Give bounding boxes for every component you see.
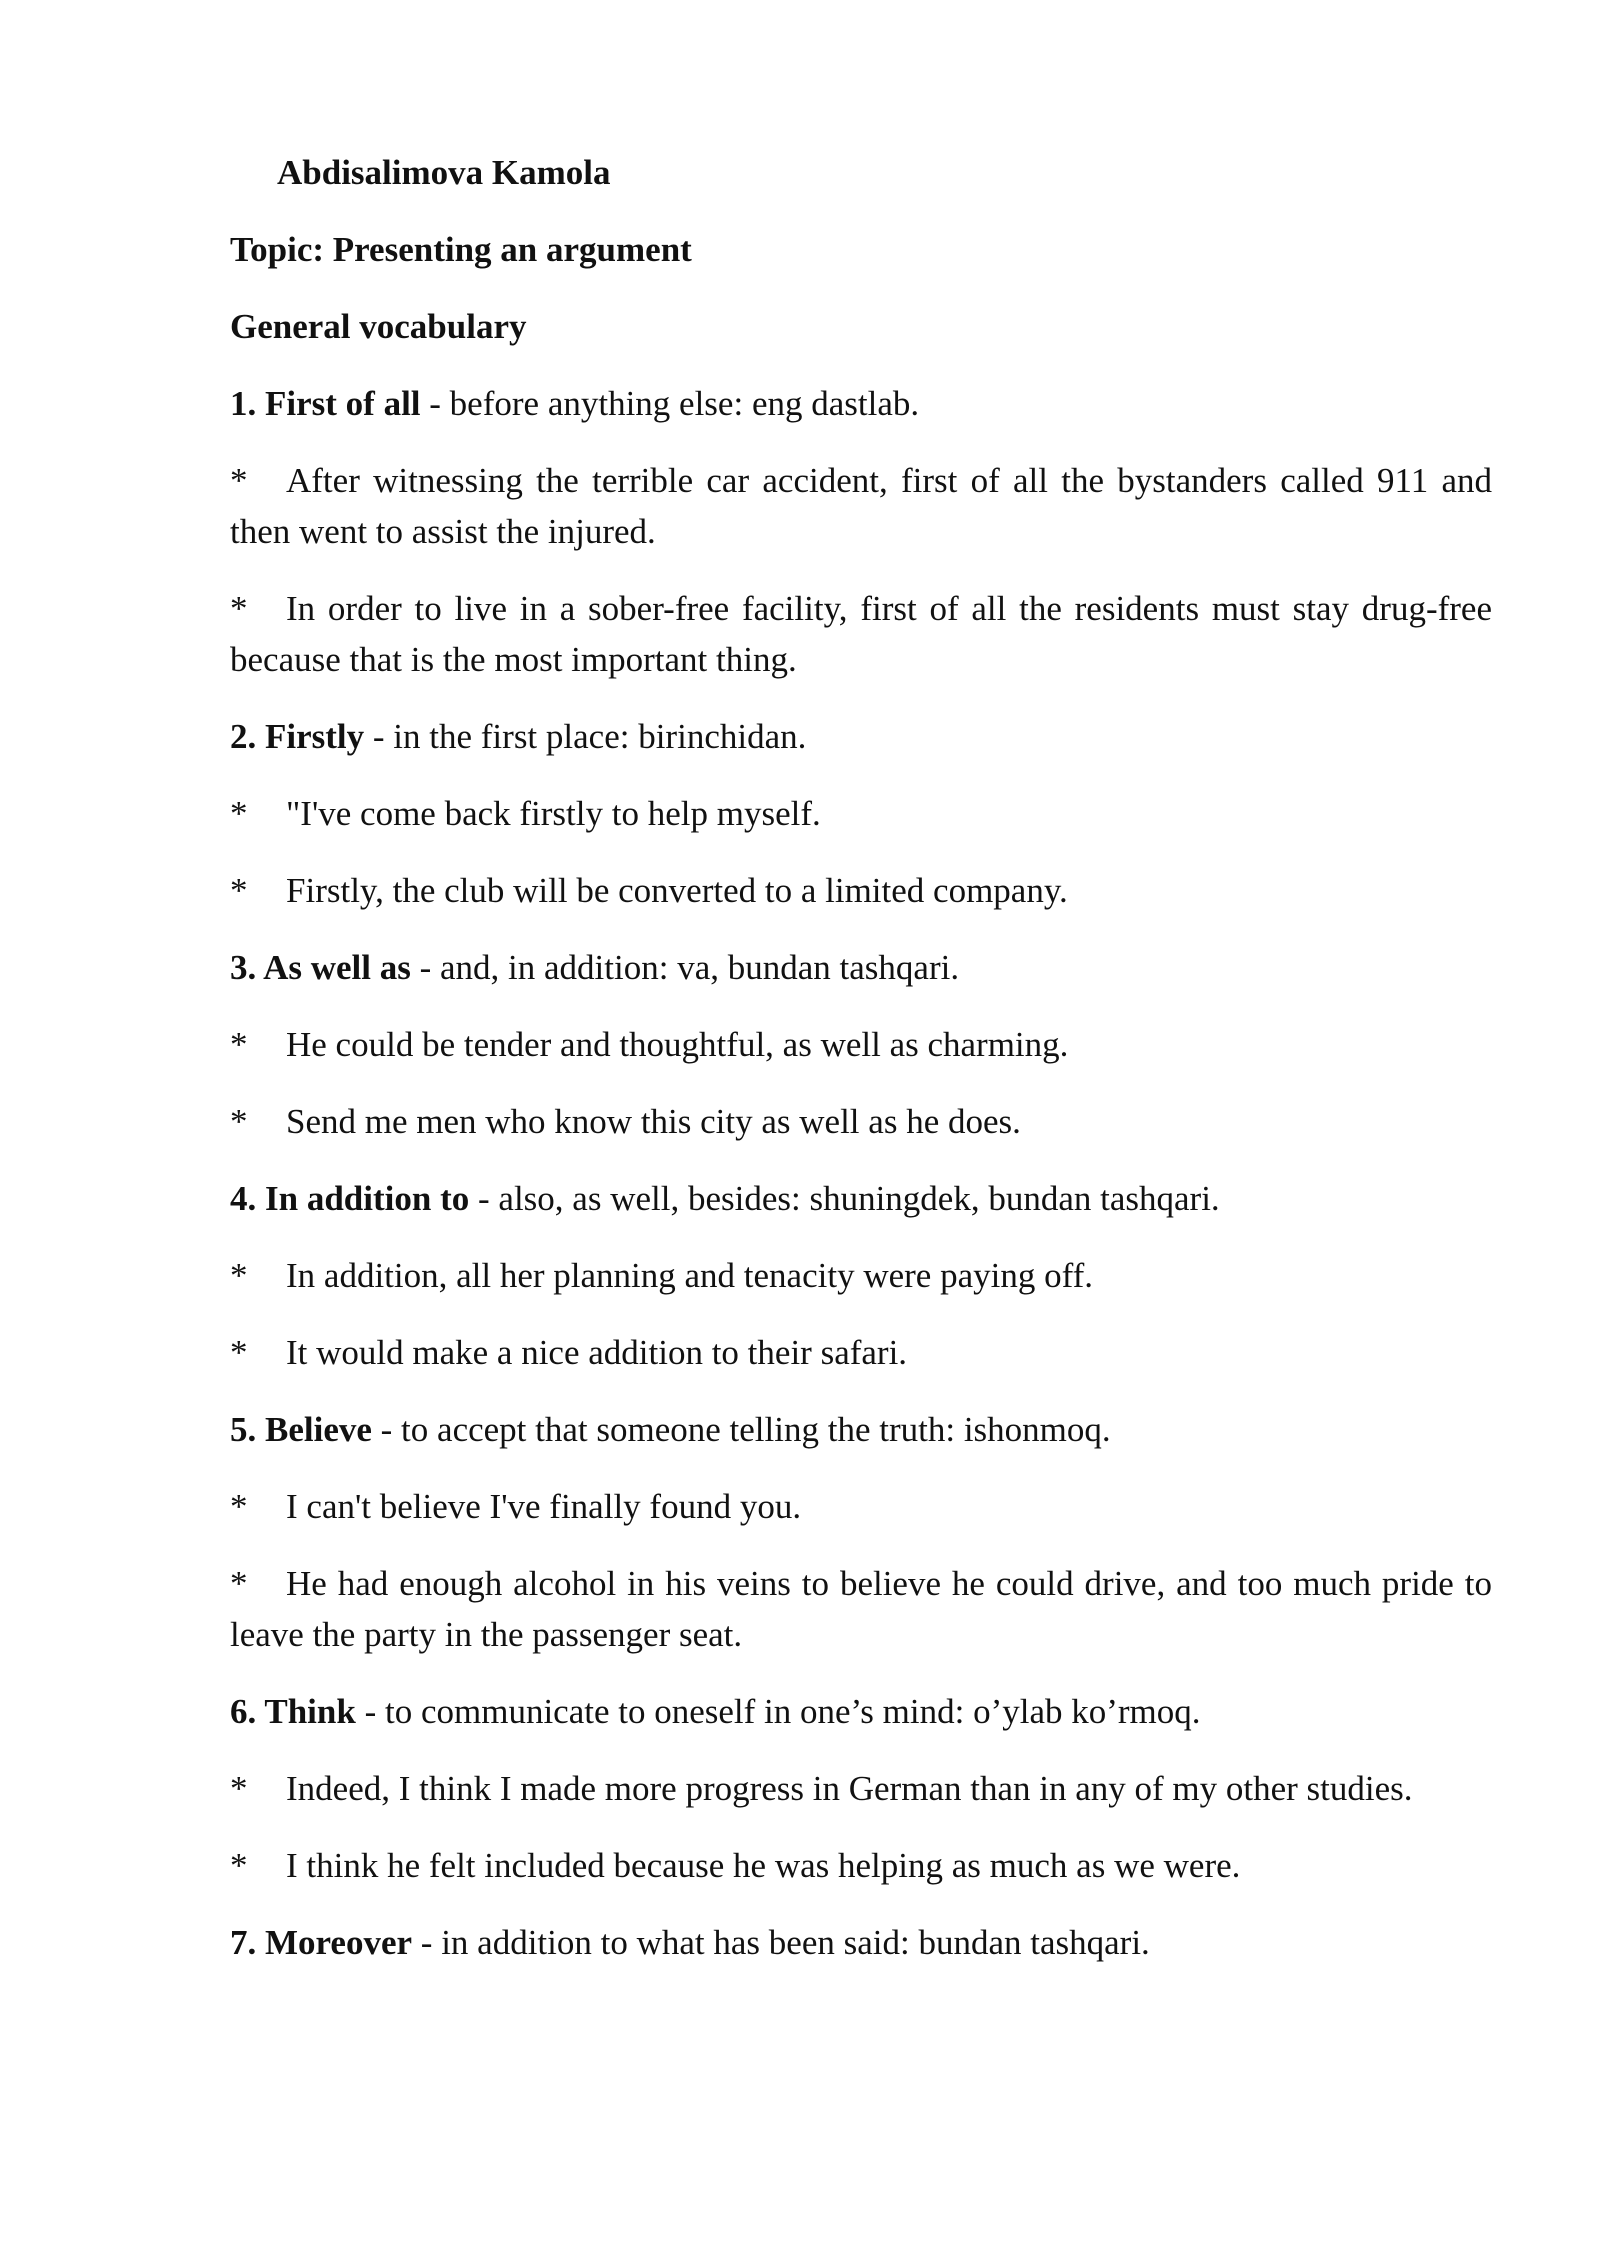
bullet-asterisk: * [230,589,248,628]
example-text: He had enough alcohol in his veins to believe he could drive, and too much pride to leave the party in the passenger seat. [230,1564,1492,1654]
vocab-definition: - to accept that someone telling the truth: ishonmoq. [371,1410,1111,1449]
example-sentence [230,1327,1492,1378]
bullet-asterisk: * [230,1846,248,1885]
author-name: Abdisalimova Kamola [277,153,611,192]
example-sentence [230,583,1492,685]
bullet-asterisk: * [230,1564,248,1603]
example-sentence [230,1096,1492,1147]
example-sentence [230,1763,1492,1814]
vocab-entry [230,1917,1492,1968]
vocab-definition: - before anything else: eng dastlab. [420,384,920,423]
example-text: I think he felt included because he was helping as much as we were. [286,1846,1241,1885]
bullet-asterisk: * [230,1102,248,1141]
example-text: "I've come back firstly to help myself. [286,794,821,833]
bullet-asterisk: * [230,1025,248,1064]
vocab-definition: - to communicate to oneself in one’s mind: o’ylab ko’rmoq. [355,1692,1201,1731]
vocab-term: 1. First of all [230,384,421,423]
example-sentence [230,1840,1492,1891]
example-text: Send me men who know this city as well as he does. [286,1102,1021,1141]
vocab-entry [230,1404,1492,1455]
example-sentence [230,788,1492,839]
bullet-asterisk: * [230,871,248,910]
document-body [230,147,1492,1994]
bullet-asterisk: * [230,461,248,500]
vocab-term: 5. Believe [230,1410,372,1449]
vocab-definition: - in addition to what has been said: bundan tashqari. [412,1923,1150,1962]
vocab-definition: - also, as well, besides: shuningdek, bundan tashqari. [469,1179,1220,1218]
example-sentence [230,455,1492,557]
vocab-entry [230,1173,1492,1224]
example-text: I can't believe I've finally found you. [286,1487,802,1526]
bullet-asterisk: * [230,1487,248,1526]
vocab-definition: - in the first place: birinchidan. [364,717,807,756]
example-sentence [230,1558,1492,1660]
vocab-entry [230,942,1492,993]
example-text: In order to live in a sober-free facility, first of all the residents must stay drug-free because that is the most important thing. [230,589,1492,679]
example-text: It would make a nice addition to their safari. [286,1333,908,1372]
example-text: In addition, all her planning and tenacity were paying off. [286,1256,1094,1295]
example-text: Indeed, I think I made more progress in German than in any of my other studies. [286,1769,1413,1808]
vocab-entry [230,1686,1492,1737]
vocab-term: 4. In addition to [230,1179,470,1218]
topic-heading: Topic: Presenting an argument [230,230,692,269]
bullet-asterisk: * [230,1256,248,1295]
example-sentence [230,865,1492,916]
vocab-entry [230,378,1492,429]
example-sentence [230,1481,1492,1532]
example-sentence [230,1250,1492,1301]
bullet-asterisk: * [230,1333,248,1372]
example-sentence [230,1019,1492,1070]
vocab-entry [230,711,1492,762]
vocab-term: 6. Think [230,1692,356,1731]
vocab-term: 3. As well as [230,948,411,987]
bullet-asterisk: * [230,1769,248,1808]
vocab-term: 2. Firstly [230,717,365,756]
bullet-asterisk: * [230,794,248,833]
vocab-definition: - and, in addition: va, bundan tashqari. [410,948,960,987]
example-text: Firstly, the club will be converted to a limited company. [286,871,1068,910]
example-text: After witnessing the terrible car accident, first of all the bystanders called 911 and then went to assist the injured. [230,461,1492,551]
section-heading: General vocabulary [230,307,527,346]
vocab-term: 7. Moreover [230,1923,413,1962]
example-text: He could be tender and thoughtful, as well as charming. [286,1025,1069,1064]
